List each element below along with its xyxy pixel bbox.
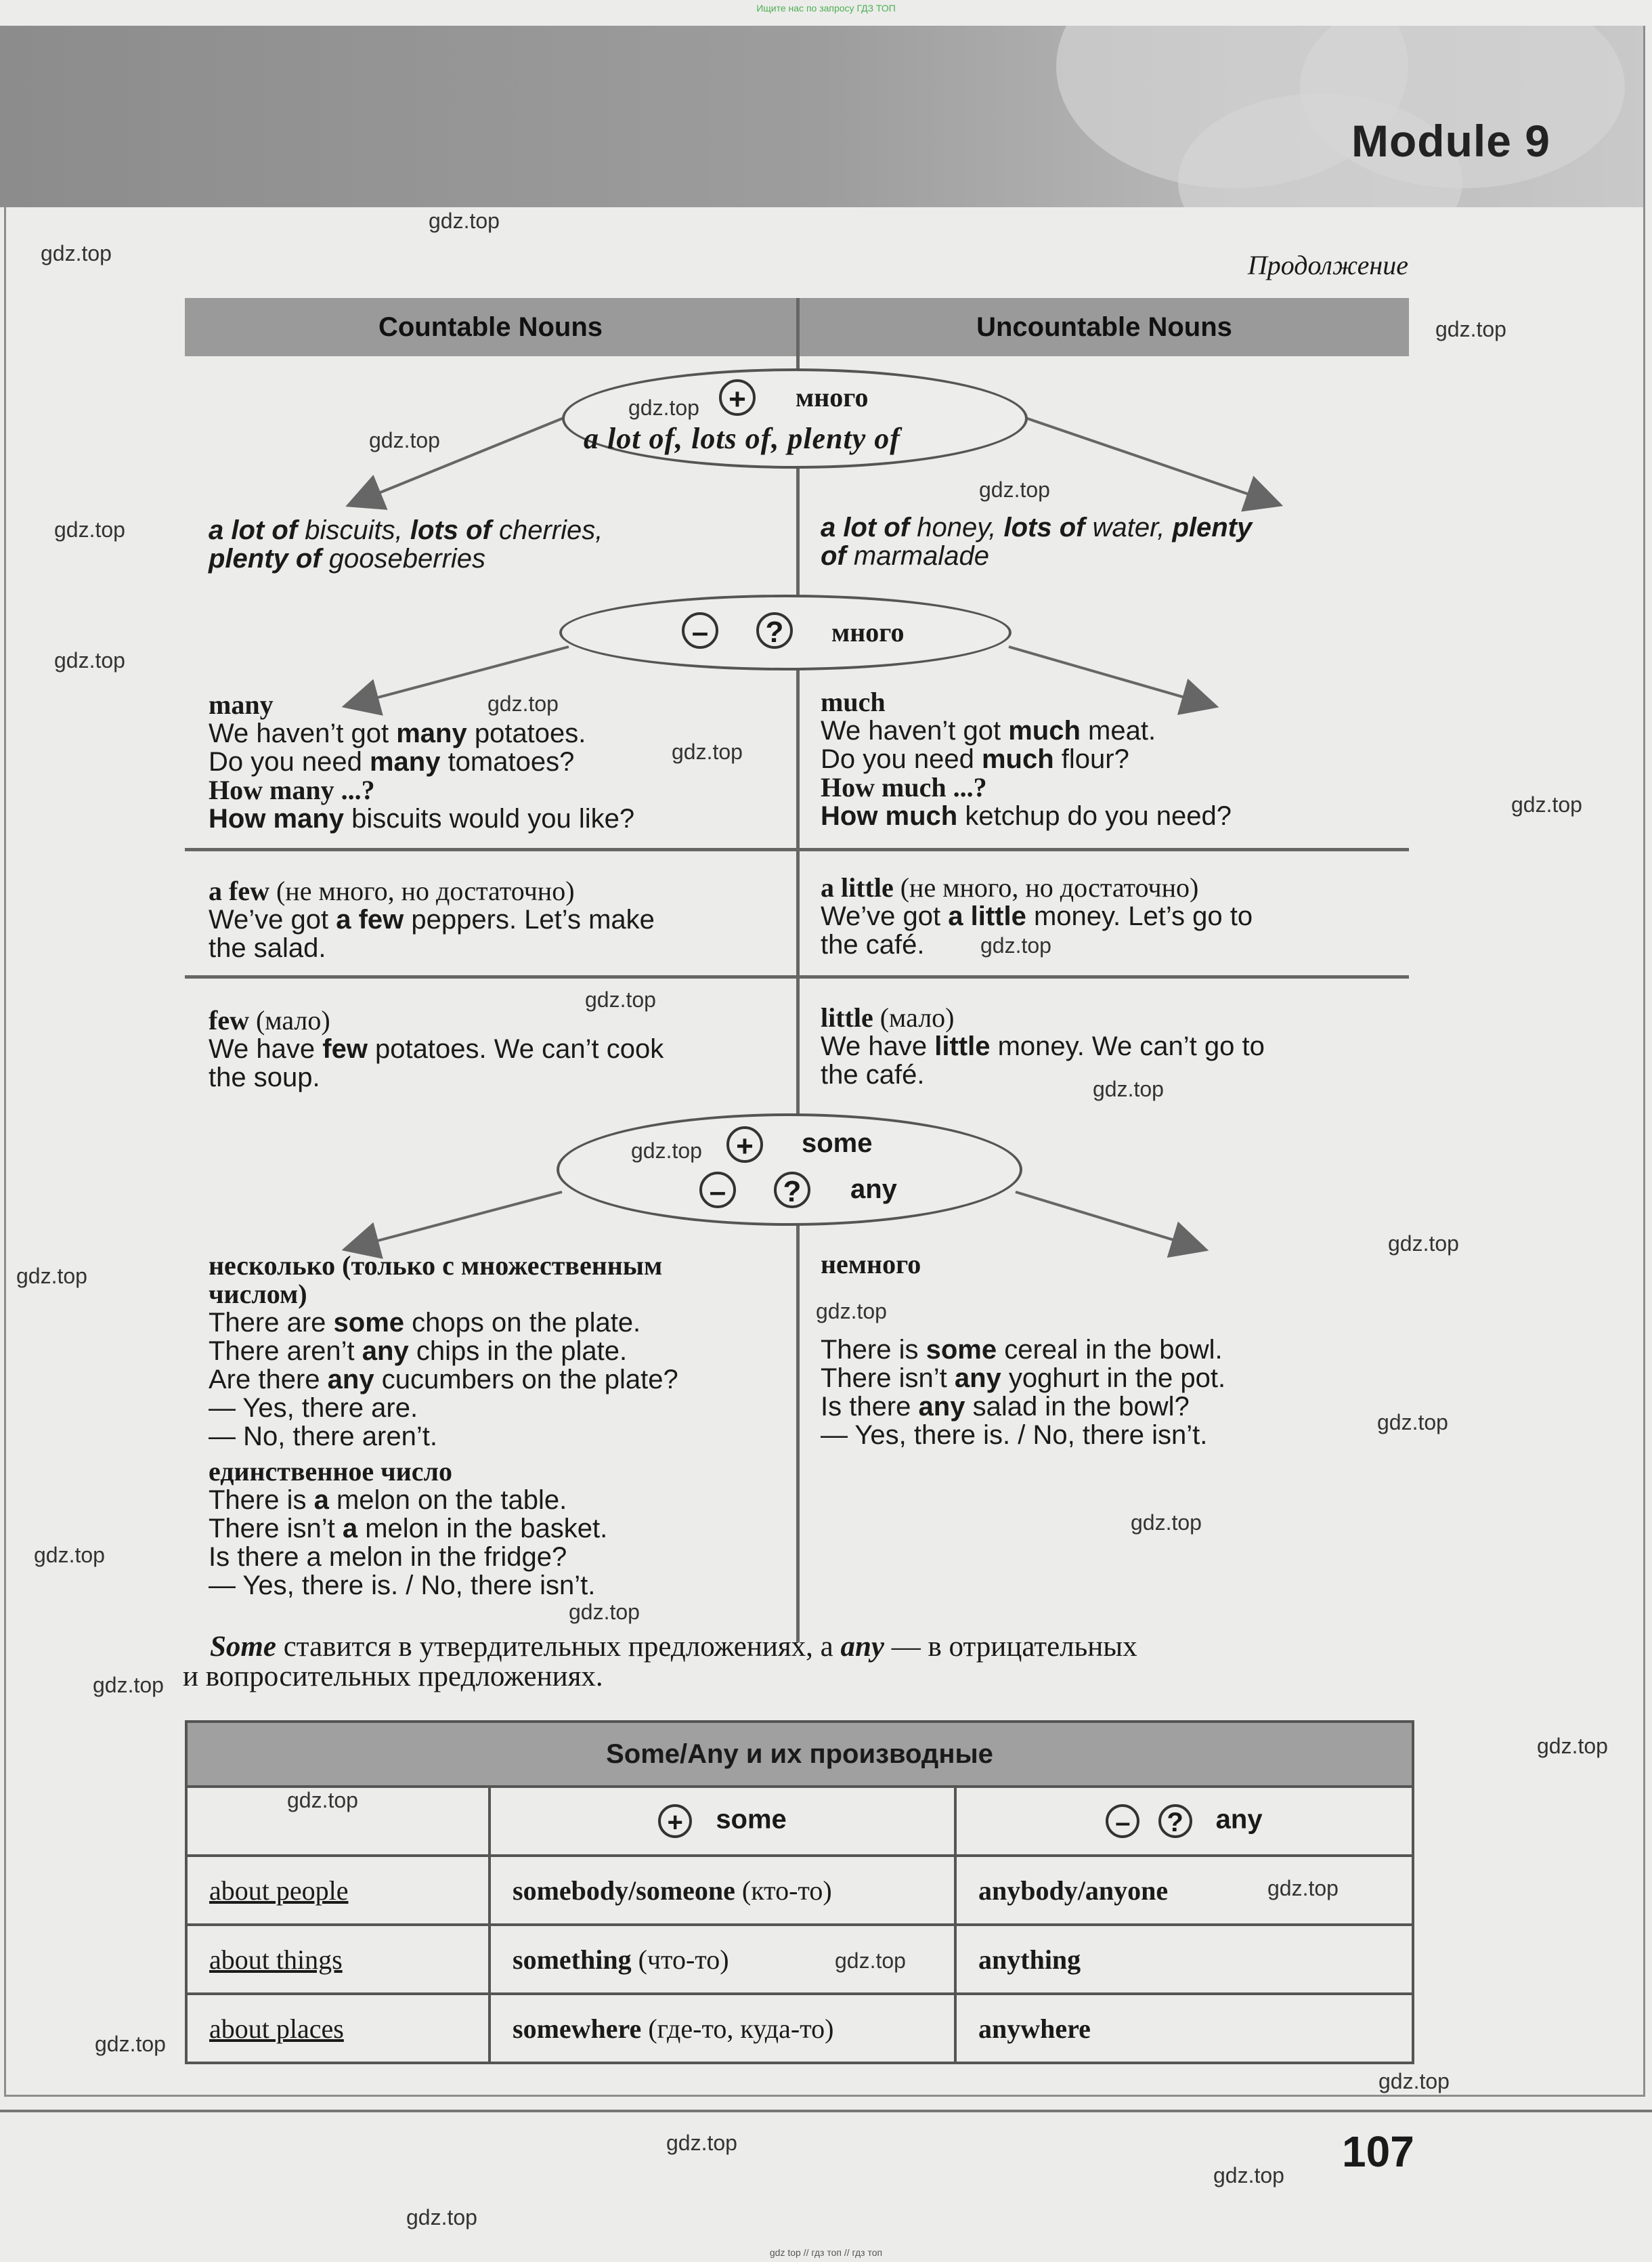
text-line: единственное число	[209, 1456, 452, 1487]
watermark: gdz.top	[1093, 1077, 1164, 1101]
some-form: something	[513, 1944, 632, 1975]
oval1-word: много	[796, 382, 869, 412]
text-line: How much ...?	[821, 772, 987, 803]
minus-icon: –	[1106, 1804, 1139, 1838]
watermark: gdz.top	[1131, 1510, 1202, 1535]
row-label: about things	[186, 1925, 490, 1994]
question-icon: ?	[1158, 1804, 1192, 1838]
plus-icon: +	[719, 379, 756, 416]
text-line: We have little money. We can’t go to	[821, 1031, 1265, 1061]
row4-right	[821, 1004, 1265, 1089]
footer-line	[0, 2110, 1652, 2112]
countable-nouns-header: Countable Nouns	[378, 312, 603, 342]
continued-label: Продолжение	[1247, 250, 1408, 280]
some-cell	[490, 1994, 955, 2063]
row3-left	[209, 877, 655, 962]
arrow-right-3	[1016, 1192, 1198, 1247]
table-row	[186, 1856, 1413, 1925]
row1-right-line2: of marmalade	[821, 541, 989, 571]
watermark: gdz.top	[835, 1948, 906, 1973]
text-line: — No, there aren’t.	[209, 1422, 437, 1451]
row-divider	[185, 848, 1409, 851]
watermark: gdz.top	[569, 1600, 640, 1624]
uncountable-nouns-header: Uncountable Nouns	[976, 312, 1232, 342]
text-line: little (мало)	[821, 1002, 955, 1033]
page-number: 107	[1342, 2127, 1414, 2176]
module-title: Module 9	[1351, 116, 1550, 166]
watermark: gdz.top	[54, 648, 125, 673]
oval1-phrase: a lot of, lots of, plenty of	[584, 422, 900, 455]
text-line: We haven’t got much meat.	[821, 716, 1156, 746]
some-cell	[490, 1856, 955, 1925]
top-watermark: Ищите нас по запросу ГДЗ ТОП	[756, 3, 896, 14]
minus-icon: –	[682, 612, 718, 649]
row2-left	[209, 691, 634, 833]
watermark: gdz.top	[41, 241, 112, 265]
text-line: How many ...?	[209, 775, 375, 805]
row-label: about people	[186, 1856, 490, 1925]
row-divider	[185, 975, 1409, 979]
text-line: a little (не много, но достаточно)	[821, 872, 1199, 903]
any-cell: anywhere	[955, 1994, 1413, 2063]
note-line1: Some ставится в утвердительных предложениях, а any — в отрицательных	[210, 1631, 1137, 1663]
row-label: about places	[186, 1994, 490, 2063]
row1-left	[209, 516, 603, 573]
text-line: How much ketchup do you need?	[821, 801, 1232, 831]
watermark: gdz.top	[429, 209, 500, 233]
text-line: We have few potatoes. We can’t cook	[209, 1034, 664, 1064]
watermark: gdz.top	[1267, 1876, 1339, 1900]
table-row	[186, 1925, 1413, 1994]
watermark: gdz.top	[34, 1543, 105, 1567]
watermark: gdz.top	[287, 1788, 358, 1812]
watermark: gdz.top	[54, 517, 125, 542]
row1-left-line2: plenty of gooseberries	[209, 544, 486, 574]
watermark: gdz.top	[1388, 1231, 1459, 1256]
text-line: There is some cereal in the bowl.	[821, 1335, 1223, 1365]
watermark: gdz.top	[487, 691, 559, 716]
some-translation: (кто-то)	[741, 1875, 832, 1906]
any-column-label: any	[1215, 1804, 1263, 1835]
some-translation: (что-то)	[638, 1944, 729, 1975]
plus-icon: +	[658, 1804, 692, 1838]
some-column-header	[490, 1787, 955, 1856]
text-line: — Yes, there are.	[209, 1393, 418, 1423]
text-line: the soup.	[209, 1063, 320, 1092]
watermark: gdz.top	[16, 1264, 87, 1288]
any-cell: anybody/anyone	[955, 1856, 1413, 1925]
text-line: We’ve got a few peppers. Let’s make	[209, 905, 655, 935]
watermark: gdz.top	[631, 1138, 702, 1163]
watermark: gdz.top	[816, 1299, 887, 1323]
question-icon: ?	[756, 612, 793, 649]
row1-right-line1: a lot of honey, lots of water, plenty	[821, 513, 1253, 542]
watermark: gdz.top	[1378, 2069, 1450, 2093]
text-line: the salad.	[209, 933, 326, 963]
text-line: few (мало)	[209, 1005, 330, 1036]
watermark: gdz.top	[672, 740, 743, 764]
row5-left-singular	[209, 1457, 607, 1600]
text-line: числом)	[209, 1279, 307, 1309]
row5-right	[821, 1336, 1225, 1449]
row5-right-title: немного	[821, 1249, 921, 1279]
oval2-word: много	[831, 617, 905, 647]
text-line: Are there any cucumbers on the plate?	[209, 1365, 678, 1394]
text-line: the café.	[821, 930, 925, 960]
text-line: a few (не много, но достаточно)	[209, 876, 575, 906]
bottom-watermark: gdz top // гдз топ // гдз топ	[769, 2247, 883, 2258]
some-translation: (где-то, куда-то)	[648, 2013, 834, 2044]
arrow-right-1	[1016, 414, 1273, 503]
text-line: Is there a melon in the fridge?	[209, 1542, 567, 1572]
text-line: Is there any salad in the bowl?	[821, 1392, 1190, 1422]
text-line: — Yes, there is. / No, there isn’t.	[209, 1571, 596, 1600]
watermark: gdz.top	[585, 987, 656, 1012]
text-line: There isn’t any yoghurt in the pot.	[821, 1363, 1226, 1393]
watermark: gdz.top	[406, 2205, 477, 2229]
oval3-some: some	[802, 1128, 873, 1158]
oval3-any: any	[850, 1174, 897, 1204]
any-column-header	[955, 1787, 1413, 1856]
text-line: There is a melon on the table.	[209, 1485, 567, 1515]
text-line: Do you need much flour?	[821, 744, 1129, 774]
text-line: Do you need many tomatoes?	[209, 747, 575, 777]
plus-icon: +	[726, 1126, 763, 1163]
watermark: gdz.top	[95, 2032, 166, 2056]
watermark: gdz.top	[1435, 317, 1506, 341]
watermark: gdz.top	[666, 2131, 737, 2155]
some-any-table	[185, 1720, 1414, 2064]
text-line: несколько (только с множественным	[209, 1250, 663, 1281]
row2-right	[821, 688, 1232, 830]
watermark: gdz.top	[1537, 1734, 1608, 1758]
some-form: somebody/someone	[513, 1875, 735, 1906]
note-line2: и вопросительных предложениях.	[183, 1661, 603, 1692]
watermark: gdz.top	[628, 396, 699, 420]
some-any-note	[183, 1631, 1429, 1692]
text-line: — Yes, there is. / No, there isn’t.	[821, 1420, 1208, 1450]
watermark: gdz.top	[979, 477, 1050, 502]
watermark: gdz.top	[980, 933, 1051, 958]
text-line: There isn’t a melon in the basket.	[209, 1514, 608, 1543]
row5-left-plural	[209, 1252, 678, 1451]
row1-left-line1: a lot of biscuits, lots of cherries,	[209, 515, 603, 545]
minus-icon: –	[699, 1172, 736, 1208]
watermark: gdz.top	[1511, 792, 1582, 817]
text-line: much	[821, 687, 886, 717]
some-any-table-title: Some/Any и их производные	[186, 1722, 1413, 1787]
watermark: gdz.top	[1377, 1410, 1448, 1434]
watermark: gdz.top	[93, 1673, 164, 1697]
text-line: There are some chops on the plate.	[209, 1308, 641, 1338]
any-cell: anything	[955, 1925, 1413, 1994]
question-icon: ?	[774, 1172, 810, 1208]
text-line: How many biscuits would you like?	[209, 804, 635, 834]
table-row	[186, 1994, 1413, 2063]
watermark: gdz.top	[369, 428, 440, 452]
arrow-left-3	[352, 1192, 562, 1247]
watermark: gdz.top	[1213, 2163, 1284, 2188]
row1-right	[821, 513, 1252, 570]
some-form: somewhere	[513, 2013, 642, 2044]
text-line: We’ve got a little money. Let’s go to	[821, 901, 1253, 931]
text-line: We haven’t got many potatoes.	[209, 719, 586, 748]
row4-left	[209, 1006, 664, 1092]
oval-some-any	[557, 1113, 1022, 1226]
text-line: many	[209, 689, 274, 720]
some-column-label: some	[716, 1804, 787, 1835]
text-line: the café.	[821, 1060, 925, 1090]
text-line: There aren’t any chips in the plate.	[209, 1336, 628, 1366]
